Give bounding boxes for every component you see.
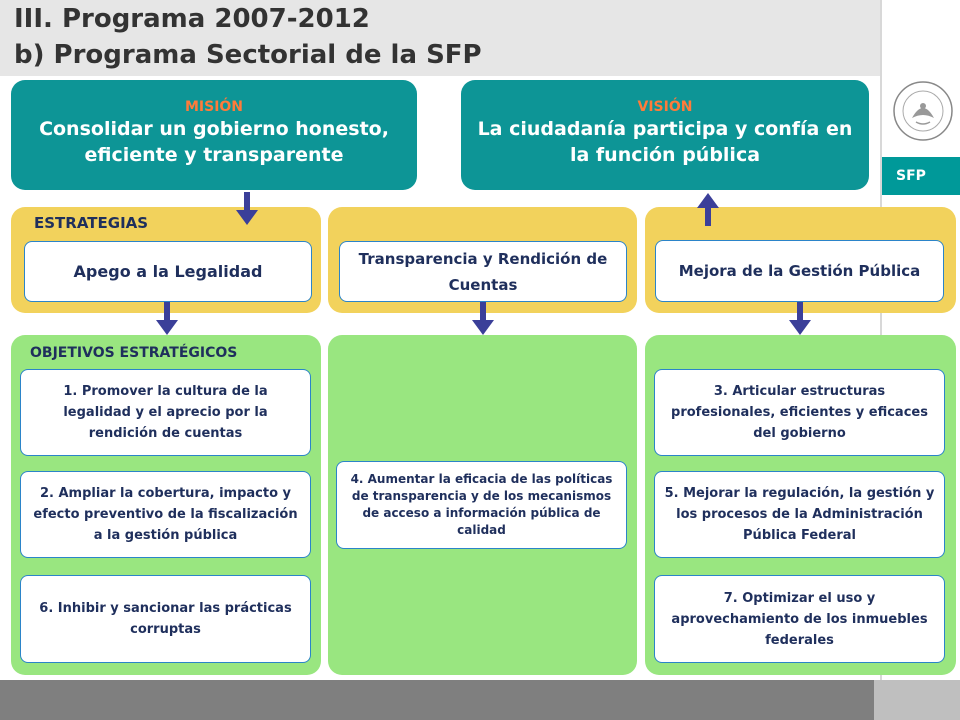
- sfp-badge: SFP: [882, 157, 960, 195]
- vision-box: [461, 80, 869, 190]
- arrow-down-icon: [787, 302, 813, 336]
- arrow-down-icon: [234, 192, 260, 226]
- strategy-legalidad: Apego a la Legalidad: [24, 241, 312, 302]
- objective-1: 1. Promover la cultura de la legalidad y el aprecio por la rendición de cuentas: [20, 369, 311, 456]
- mision-tag: MISIÓN: [184, 99, 244, 115]
- objective-6: 6. Inhibir y sancionar las prácticas corruptas: [20, 575, 311, 663]
- arrow-up-icon: [695, 192, 721, 226]
- mision-box: [11, 80, 417, 190]
- footer-accent: [874, 680, 960, 720]
- arrow-down-icon: [154, 302, 180, 336]
- page-title-line-1: III. Programa 2007-2012: [14, 4, 370, 34]
- objective-3: 3. Articular estructuras profesionales, eficientes y eficaces del gobierno: [654, 369, 945, 456]
- objective-5: 5. Mejorar la regulación, la gestión y los procesos de la Administración Pública Federal: [654, 471, 945, 558]
- vision-text: La ciudadanía participa y confía en la función pública: [477, 118, 853, 166]
- objective-2: 2. Ampliar la cobertura, impacto y efecto preventivo de la fiscalización a la gestión pública: [20, 471, 311, 558]
- objective-4: 4. Aumentar la eficacia de las políticas de transparencia y de los mecanismos de acceso a información pública de calidad: [336, 461, 627, 549]
- objective-7: 7. Optimizar el uso y aprovechamiento de los inmuebles federales: [654, 575, 945, 663]
- strategies-heading: ESTRATEGIAS: [34, 214, 149, 232]
- mexican-seal-icon: [892, 80, 954, 142]
- arrow-down-icon: [470, 302, 496, 336]
- footer-bar: [0, 680, 874, 720]
- strategy-transparencia: Transparencia y Rendición de Cuentas: [339, 241, 627, 302]
- page-title-line-2: b) Programa Sectorial de la SFP: [14, 40, 482, 70]
- vision-tag: VISIÓN: [637, 99, 693, 115]
- mision-text: Consolidar un gobierno honesto, eficiente y transparente: [39, 118, 389, 166]
- strategy-mejora-gestion: Mejora de la Gestión Pública: [655, 240, 944, 302]
- objectives-heading: OBJETIVOS ESTRATÉGICOS: [30, 345, 238, 361]
